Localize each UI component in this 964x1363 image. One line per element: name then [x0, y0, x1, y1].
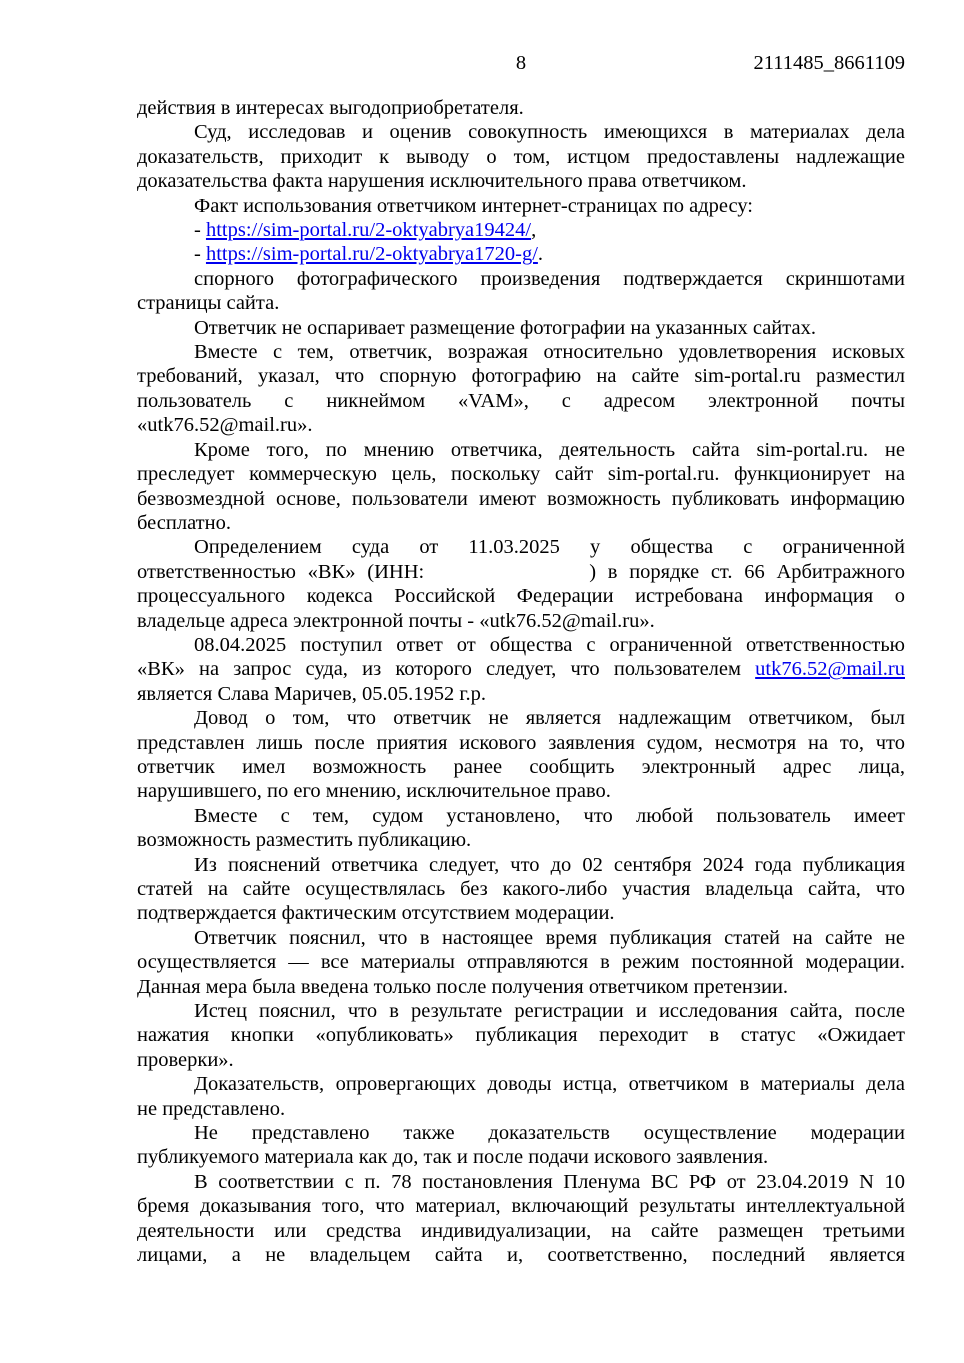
document-line: [137, 1097, 905, 1121]
text-run: ответчик имел возможность ранее сообщить электронный адрес лица,: [137, 755, 905, 778]
text-run: бесплатно.: [137, 511, 231, 534]
text-run: нарушившего, по его мнению, исключительное право.: [137, 780, 611, 803]
text-run: Кроме того, по мнению ответчика, деятельность сайта sim-portal.ru. не: [194, 438, 905, 461]
text-run: Ответчик не оспаривает размещение фотографии на указанных сайтах.: [194, 316, 816, 339]
document-line: [137, 560, 905, 584]
text-run: доказательств, приходит к выводу о том, истцом предоставлены надлежащие: [137, 145, 905, 168]
document-line: [137, 828, 905, 852]
text-run: публикуемого материала как до, так и после подачи искового заявления.: [137, 1146, 769, 1169]
text-run: Не представлено также доказательств осуществление модерации: [194, 1122, 905, 1145]
text-run: Данная мера была введена только после получения ответчиком претензии.: [137, 975, 789, 998]
text-run: Доказательств, опровергающих доводы истца, ответчиком в материалы дела: [194, 1073, 905, 1096]
text-run: проверки».: [137, 1048, 234, 1071]
text-run: спорного фотографического произведения подтверждается скриншотами: [194, 267, 905, 290]
text-run: ) в порядке ст. 66 Арбитражного: [589, 560, 905, 583]
text-run: Суд, исследовав и оценив совокупность имеющихся в материалах дела: [194, 121, 905, 144]
document-line: [137, 1170, 905, 1194]
document-line: [137, 535, 905, 559]
text-run: Из пояснений ответчика следует, что до 02 сентября 2024 года публикация: [194, 853, 905, 876]
document-id: 2111485_8661109: [753, 52, 905, 74]
document-line: [137, 804, 905, 828]
document-line: [137, 901, 905, 925]
document-line: [137, 926, 905, 950]
redacted-inn-gap: [424, 576, 589, 578]
document-line: [137, 364, 905, 388]
document-line: [137, 511, 905, 535]
text-run: не представлено.: [137, 1097, 286, 1120]
document-line: [137, 145, 905, 169]
document-line: [137, 1243, 905, 1267]
document-body: [137, 96, 905, 1268]
document-line: [137, 1072, 905, 1096]
document-line: [137, 316, 905, 340]
text-run: пользователь с никнеймом «VAM», с адресом электронной почты: [137, 389, 905, 412]
document-line: [137, 584, 905, 608]
text-run: осуществляется — все материалы отправляются в режим постоянной модерации.: [137, 951, 905, 974]
document-line: [137, 218, 905, 242]
url-link-oktyabrya19424[interactable]: https://sim-portal.ru/2-oktyabrya19424/: [205, 219, 532, 242]
document-line: [137, 194, 905, 218]
document-line: [137, 1145, 905, 1169]
text-run: Факт использования ответчиком интернет-страницах по адресу:: [194, 194, 753, 217]
document-line: [137, 1023, 905, 1047]
document-line: [137, 462, 905, 486]
text-run: В соответствии с п. 78 постановления Пленума ВС РФ от 23.04.2019 N 10: [194, 1170, 905, 1193]
document-line: [137, 999, 905, 1023]
text-run: «utk76.52@mail.ru».: [137, 414, 313, 437]
document-line: [137, 267, 905, 291]
text-run: представлен лишь после приятия искового заявления судом, несмотря на то, что: [137, 731, 905, 754]
document-line: [137, 1121, 905, 1145]
document-line: [137, 413, 905, 437]
text-run: безвозмездной основе, пользователи имеют возможность публиковать информацию: [137, 487, 905, 510]
document-line: [137, 96, 905, 120]
text-run: -: [194, 219, 206, 242]
document-line: [137, 877, 905, 901]
text-run: ,: [531, 219, 537, 242]
text-run: -: [194, 243, 206, 266]
document-line: [137, 1194, 905, 1218]
document-line: [137, 950, 905, 974]
text-run: .: [537, 243, 544, 266]
document-line: [137, 682, 905, 706]
document-line: [137, 340, 905, 364]
text-run: лицами, а не владельцем сайта и, соответственно, последний является: [137, 1244, 905, 1267]
text-run: доказательства факта нарушения исключительного права ответчиком.: [137, 170, 747, 193]
document-line: [137, 1219, 905, 1243]
document-line: [137, 975, 905, 999]
document-line: [137, 169, 905, 193]
document-line: [137, 438, 905, 462]
document-line: [137, 120, 905, 144]
text-run: действия в интересах выгодоприобретателя.: [137, 97, 524, 119]
text-run: «ВК» на запрос суда, из которого следует, что пользователем: [137, 658, 756, 681]
text-run: бремя доказывания того, что материал, включающий результаты интеллектуальной: [137, 1195, 905, 1218]
document-line: [137, 609, 905, 633]
email-link-utk7652[interactable]: utk76.52@mail.ru: [755, 658, 905, 681]
text-run: деятельности или средства индивидуализации, на сайте размещен третьими: [137, 1219, 905, 1242]
document-line: [137, 487, 905, 511]
text-run: Истец пояснил, что в результате регистрации и исследования сайта, после: [194, 1000, 905, 1023]
text-run: ответственностью «ВК» (ИНН:: [137, 560, 425, 583]
document-line: [137, 242, 905, 266]
text-run: владельце адреса электронной почты - «utk76.52@mail.ru».: [137, 609, 655, 632]
text-run: Ответчик пояснил, что в настоящее время публикация статей на сайте не: [194, 926, 905, 949]
text-run: Вместе с тем, судом установлено, что любой пользователь имеет: [194, 804, 905, 827]
document-line: [137, 1048, 905, 1072]
text-run: требований, указал, что спорную фотографию на сайте sim-portal.ru разместил: [137, 365, 905, 388]
text-run: подтверждается фактическим отсутствием модерации.: [137, 902, 615, 925]
text-run: 08.04.2025 поступил ответ от общества с ограниченной ответственностью: [194, 633, 905, 656]
text-run: является Слава Маричев, 05.05.1952 г.р.: [137, 682, 486, 705]
url-link-oktyabrya1720g[interactable]: https://sim-portal.ru/2-oktyabrya1720-g/: [205, 243, 538, 266]
text-run: возможность разместить публикацию.: [137, 829, 472, 852]
document-line: [137, 755, 905, 779]
text-run: статей на сайте осуществлялась без какого-либо участия владельца сайта, что: [137, 878, 905, 900]
document-line: [137, 779, 905, 803]
text-run: процессуального кодекса Российской Федерации истребована информация о: [137, 585, 905, 608]
document-line: [137, 633, 905, 657]
text-run: нажатия кнопки «опубликовать» публикация переходит в статус «Ожидает: [137, 1024, 905, 1047]
text-run: Довод о том, что ответчик не является надлежащим ответчиком, был: [194, 707, 905, 730]
document-line: [137, 389, 905, 413]
text-run: Вместе с тем, ответчик, возражая относительно удовлетворения исковых: [194, 341, 905, 364]
document-line: [137, 291, 905, 315]
document-line: [137, 657, 905, 681]
document-line: [137, 706, 905, 730]
text-run: преследует коммерческую цель, поскольку сайт sim-portal.ru. функционирует на: [137, 463, 905, 486]
text-run: страницы сайта.: [137, 292, 280, 315]
document-line: [137, 853, 905, 877]
page-header: [137, 50, 905, 76]
text-run: Определением суда от 11.03.2025 у общества с ограниченной: [194, 536, 905, 559]
document-line: [137, 731, 905, 755]
page-number: 8: [515, 52, 527, 74]
